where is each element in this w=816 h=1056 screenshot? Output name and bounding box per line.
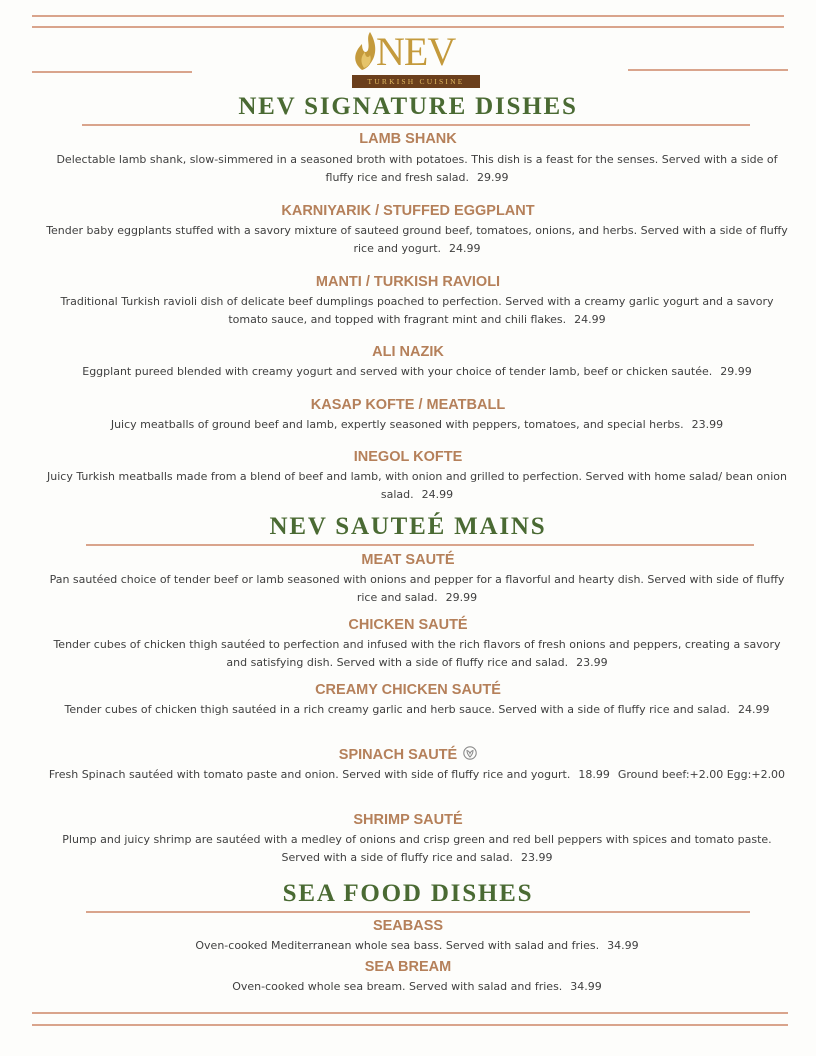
dish-description: Juicy Turkish meatballs made from a blend of beef and lamb, with onion and grilled to perfection. Served with home salad/ bean onion salad. 24.99 — [47, 470, 787, 501]
dish-price: 24.99 — [574, 313, 606, 326]
dish-price: 23.99 — [576, 656, 608, 669]
dish-price: 24.99 — [449, 242, 481, 255]
logo-rule-left — [32, 71, 192, 73]
dish-description: Delectable lamb shank, slow-simmered in a seasoned broth with potatoes. This dish is a feast for the senses. Served with a side of fluffy rice and fresh salad. 29.99 — [56, 153, 778, 184]
dish-price: 24.99 — [421, 488, 454, 501]
section-title-seafood: SEA FOOD DISHES — [282, 880, 534, 907]
dish-description: Eggplant pureed blended with creamy yogurt and served with your choice of tender lamb, beef or chicken sautée. 29.99 — [82, 365, 752, 378]
dish-description: Oven-cooked Mediterranean whole sea bass. Served with salad and fries. 34.99 — [195, 939, 639, 952]
brand-logo — [350, 29, 482, 88]
dish-name: INEGOL KOFTE — [353, 449, 463, 465]
top-rule-1 — [32, 15, 784, 17]
bottom-rule-1 — [32, 1012, 788, 1014]
vegetarian-leaf-icon — [463, 746, 477, 760]
dish-description: Fresh Spinach sautéed with tomato paste and onion. Served with side of fluffy rice and yogurt. 18.99 Ground beef:+2.00 Egg:+2.00 — [48, 768, 786, 781]
dish-description: Pan sautéed choice of tender beef or lamb seasoned with onions and pepper for a flavorful and hearty dish. Served with side of fluffy rice and salad. 29.99 — [49, 573, 785, 604]
logo-rule-right — [628, 69, 788, 71]
dish-name: KASAP KOFTE / MEATBALL — [310, 397, 506, 413]
section-rule-signature — [82, 124, 750, 126]
brand-tagline: TURKISH CUISINE — [367, 77, 465, 86]
dish-price: 34.99 — [607, 939, 639, 952]
dish-name: MANTI / TURKISH RAVIOLI — [315, 274, 501, 290]
dish-description: Tender cubes of chicken thigh sautéed to perfection and infused with the rich flavors of fresh onions and peppers, creating a savory and satisfying dish. Served with a side of fluffy rice and salad. 23.99 — [53, 638, 781, 669]
brand-name: NEV — [376, 29, 456, 74]
dish-price: 23.99 — [691, 418, 724, 431]
dish-price: 18.99 — [578, 768, 610, 781]
dish-description: Juicy meatballs of ground beef and lamb, expertly seasoned with peppers, tomatoes, and special herbs. 23.99 — [110, 418, 724, 431]
dish-name: SEA BREAM — [364, 959, 452, 975]
dish-name: MEAT SAUTÉ — [361, 552, 455, 568]
dish-name: SEABASS — [372, 918, 444, 934]
dish-price: 24.99 — [737, 703, 770, 716]
section-title-saute: NEV SAUTEÉ MAINS — [269, 513, 547, 540]
dish-name: LAMB SHANK — [359, 131, 457, 147]
dish-name: ALI NAZIK — [372, 344, 444, 360]
section-rule-saute — [86, 544, 754, 546]
dish-price: 29.99 — [476, 171, 509, 184]
dish-name: CREAMY CHICKEN SAUTÉ — [315, 682, 501, 698]
dish-name: KARNIYARIK / STUFFED EGGPLANT — [281, 203, 535, 219]
dish-price: 29.99 — [445, 591, 478, 604]
dish-description: Oven-cooked whole sea bream. Served with salad and fries. 34.99 — [232, 980, 602, 993]
dish-description: Tender baby eggplants stuffed with a savory mixture of sauteed ground beef, tomatoes, onions, and herbs. Served with a side of fluffy rice and yogurt. 24.99 — [46, 224, 788, 255]
dish-extras: Ground beef:+2.00 Egg:+2.00 — [617, 768, 786, 781]
dish-description: Tender cubes of chicken thigh sautéed in a rich creamy garlic and herb sauce. Served with a side of fluffy rice and salad. 24.99 — [64, 703, 770, 716]
dish-price: 23.99 — [521, 851, 553, 864]
bottom-rule-2 — [32, 1024, 788, 1026]
dish-price: 34.99 — [570, 980, 602, 993]
dish-description: Traditional Turkish ravioli dish of delicate beef dumplings poached to perfection. Served with a creamy garlic yogurt and a savory tomato sauce, and topped with fragrant mint and chili flakes. 24.99 — [60, 295, 774, 326]
dish-price: 29.99 — [720, 365, 752, 378]
dish-description: Plump and juicy shrimp are sautéed with a medley of onions and crisp green and red bell peppers with spices and tomato paste. Served with a side of fluffy rice and salad. 23.99 — [62, 833, 772, 864]
section-title-signature: NEV SIGNATURE DISHES — [238, 93, 578, 120]
brand-tagline-bar — [352, 75, 480, 88]
dish-name: SHRIMP SAUTÉ — [353, 812, 463, 828]
dish-name-spinach: SPINACH SAUTÉ — [0, 746, 816, 763]
section-rule-seafood — [86, 911, 750, 913]
dish-name: CHICKEN SAUTÉ — [348, 617, 468, 633]
top-rule-2 — [32, 26, 784, 28]
